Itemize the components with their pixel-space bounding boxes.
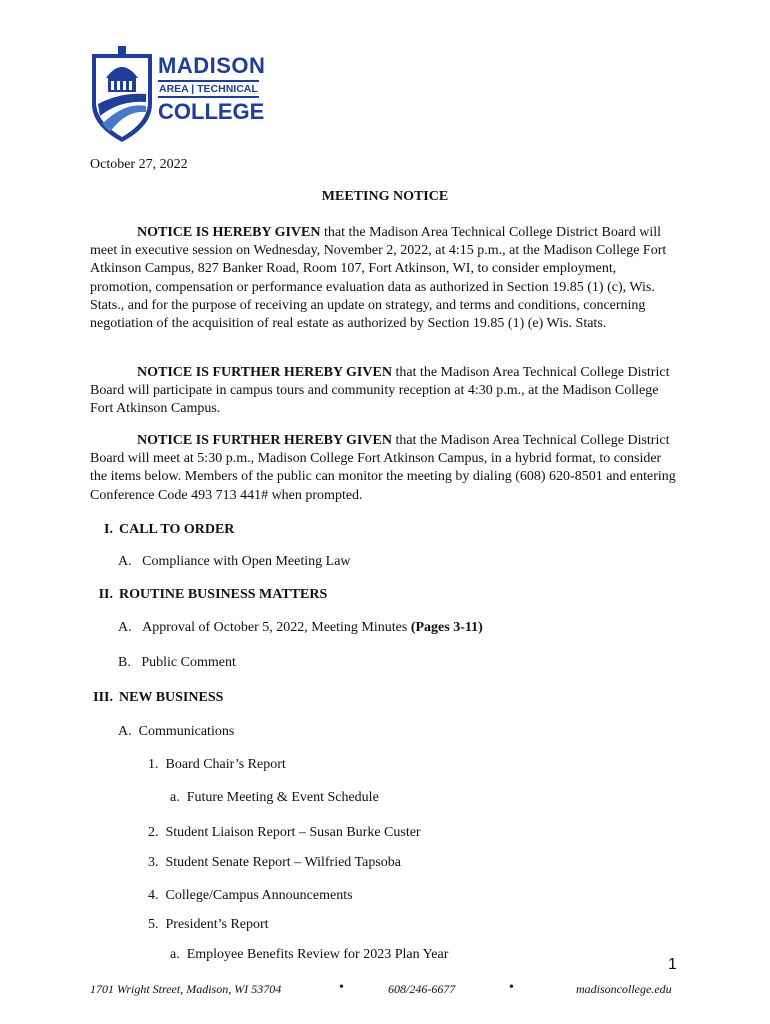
paragraph-2-text: that the Madison Area Technical College District Board will participate in campus tours and community reception at 4:30 p.m., at the Madison College Fort Atkinson Campus.: [90, 365, 670, 417]
agenda-item-campus-announcements: 4. College/Campus Announcements: [148, 888, 353, 903]
paragraph-3-text: that the Madison Area Technical College District Board will meet at 5:30 p.m., Madison College Fort Atkinson Campus, in a hybrid format, to consider the items below. Members of the public can monitor the meeting by dialing (608) 620-8501 and entering Conference Code 493 713 441# when prompted.: [90, 433, 676, 503]
notice-date: October 27, 2022: [90, 157, 188, 172]
paragraph-1-text: that the Madison Area Technical College District Board will meet in executive session on Wednesday, November 2, 2022, at 4:15 p.m., at the Madison College Fort Atkinson Campus, 827 Banker Road, Room 107, Fort Atkinson, WI, to consider employment, promotion, compensation or performance evaluation data as authorized in Section 19.85 (1) (c), Wis. Stats., and for the purpose of receiving an update on strategy, and terms and conditions, concerning negotiation of the acquisition of real estate as authorized by Section 19.85 (1) (e) Wis. Stats.: [90, 225, 667, 332]
footer-separator-1: •: [339, 980, 344, 995]
agenda-item-presidents-report: 5. President’s Report: [148, 917, 269, 932]
logo-line-area-technical: AREA | TECHNICAL: [158, 80, 259, 98]
agenda-item-board-chair-report: 1. Board Chair’s Report: [148, 757, 286, 772]
notice-paragraph-1: [90, 224, 680, 333]
college-logo-wordmark: [158, 54, 265, 125]
paragraph-2-lead: NOTICE IS FURTHER HEREBY GIVEN: [137, 365, 392, 380]
agenda-item-open-meeting-law: A. Compliance with Open Meeting Law: [118, 554, 351, 569]
notice-paragraph-2: [90, 364, 680, 419]
paragraph-1-lead: NOTICE IS HEREBY GIVEN: [137, 225, 321, 240]
minutes-pages: (Pages 3-11): [410, 620, 483, 635]
footer-address: 1701 Wright Street, Madison, WI 53704: [90, 982, 282, 996]
agenda-item-student-senate-report: 3. Student Senate Report – Wilfried Tapsoba: [148, 855, 402, 870]
agenda-item-future-meeting-schedule: a. Future Meeting & Event Schedule: [170, 790, 379, 805]
footer-website: madisoncollege.edu: [576, 982, 672, 996]
agenda-section-new-business: III. NEW BUSINESS: [93, 690, 224, 705]
agenda-item-public-comment: B. Public Comment: [118, 655, 236, 670]
agenda-section-routine-business: II. ROUTINE BUSINESS MATTERS: [98, 587, 328, 602]
notice-title: MEETING NOTICE: [321, 189, 449, 204]
agenda-section-call-to-order: I. CALL TO ORDER: [104, 522, 235, 537]
notice-paragraph-3: [90, 432, 680, 505]
agenda-item-student-liaison-report: 2. Student Liaison Report – Susan Burke Custer: [148, 825, 421, 840]
footer-separator-2: •: [509, 980, 514, 995]
agenda-item-employee-benefits-review: a. Employee Benefits Review for 2023 Plan Year: [170, 947, 449, 962]
logo-line-college: COLLEGE: [158, 99, 265, 124]
logo-line-madison: MADISON: [158, 53, 266, 78]
page-number: 1: [668, 956, 677, 973]
footer-phone: 608/246-6677: [388, 982, 456, 996]
agenda-item-meeting-minutes: A. Approval of October 5, 2022, Meeting Minutes (Pages 3-11): [118, 620, 483, 635]
agenda-item-communications: A. Communications: [118, 724, 235, 739]
paragraph-3-lead: NOTICE IS FURTHER HEREBY GIVEN: [137, 433, 392, 448]
